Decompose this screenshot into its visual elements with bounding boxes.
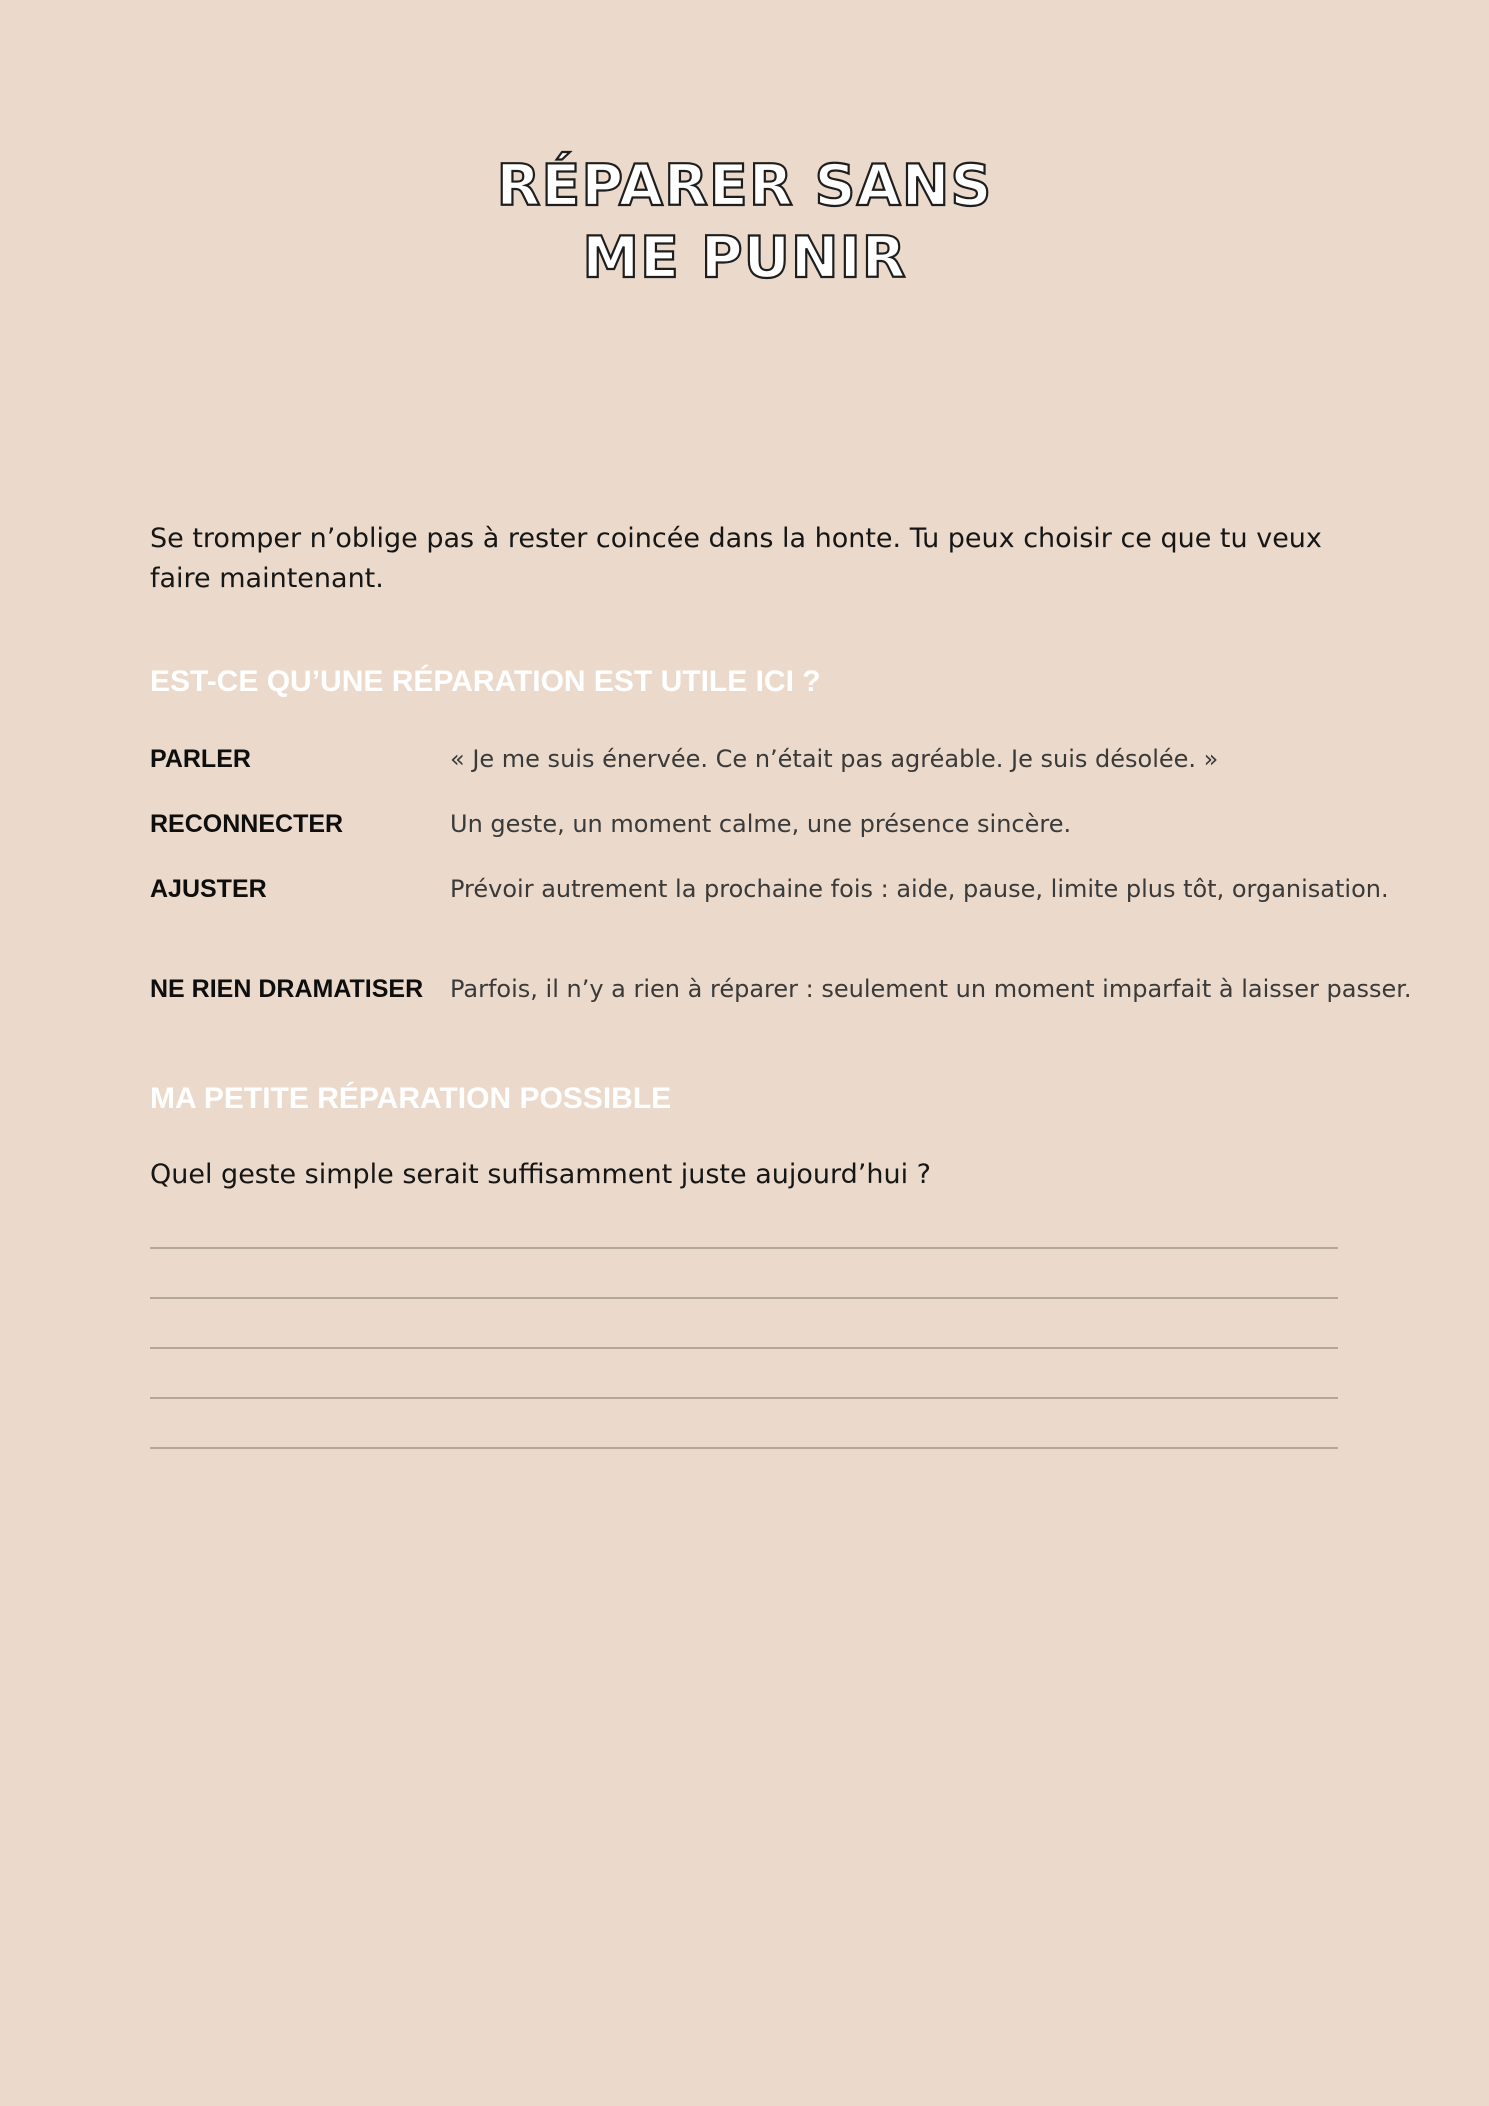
writing-line[interactable] [150,1347,1338,1349]
option-term: AJUSTER [150,875,267,903]
intro-paragraph: Se tromper n’oblige pas à rester coincée dans la honte. Tu peux choisir ce que tu veux faire maintenant. [150,523,1322,594]
reflection-question: Quel geste simple serait suffisamment juste aujourd’hui ? [150,1159,931,1190]
page-title-line-1: RÉPARER SANS [496,153,993,219]
writing-line[interactable] [150,1297,1338,1299]
option-term: RECONNECTER [150,810,344,838]
writing-line[interactable] [150,1397,1338,1399]
page-title-line-2: ME PUNIR [582,225,907,291]
option-description: Prévoir autrement la prochaine fois : aide, pause, limite plus tôt, organisation. [450,875,1389,903]
option-description: Un geste, un moment calme, une présence sincère. [450,810,1072,838]
option-description: Parfois, il n’y a rien à réparer : seulement un moment imparfait à laisser passer. [450,975,1412,1003]
section-heading-repair-useful: EST-CE QU’UNE RÉPARATION EST UTILE ICI ? [150,665,821,698]
option-term: PARLER [150,745,251,773]
option-description: « Je me suis énervée. Ce n’était pas agréable. Je suis désolée. » [450,745,1219,773]
option-term: NE RIEN DRAMATISER [150,975,424,1003]
writing-line[interactable] [150,1247,1338,1249]
writing-line[interactable] [150,1447,1338,1449]
section-heading-my-repair: MA PETITE RÉPARATION POSSIBLE [150,1082,672,1115]
